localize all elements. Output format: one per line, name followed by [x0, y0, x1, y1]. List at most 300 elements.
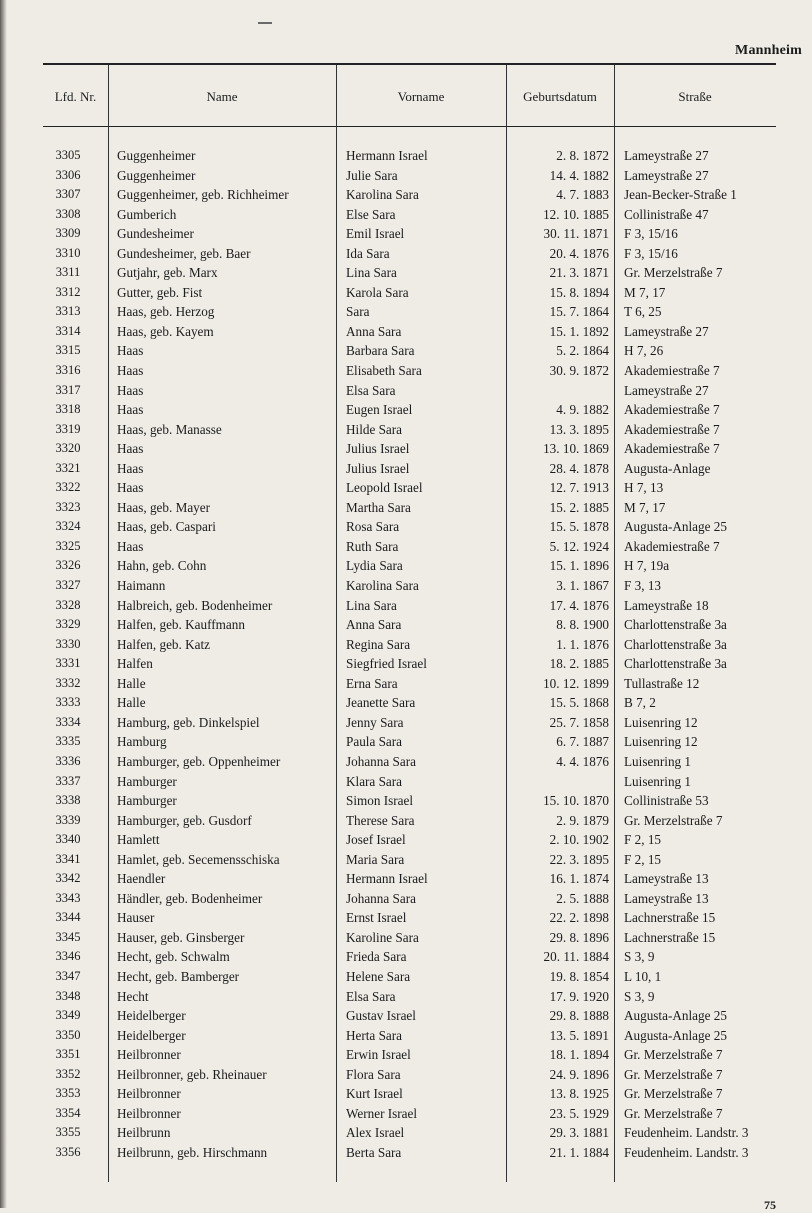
cell-geburtsdatum: 29. 8. 1896 — [549, 929, 609, 945]
cell-name: Heilbronner — [117, 1105, 181, 1121]
cell-lfd-nr: 3316 — [55, 363, 81, 378]
cell-name: Hauser — [117, 910, 155, 926]
cell-geburtsdatum: 12. 7. 1913 — [549, 480, 609, 496]
cell-geburtsdatum: 30. 9. 1872 — [549, 363, 609, 379]
table-row — [0, 1084, 812, 1104]
cell-geburtsdatum: 17. 4. 1876 — [549, 597, 609, 613]
cell-name: Haas — [117, 363, 144, 379]
cell-vorname: Jenny Sara — [346, 714, 404, 730]
table-row — [0, 791, 812, 811]
cell-vorname: Siegfried Israel — [346, 656, 427, 672]
cell-lfd-nr: 3343 — [55, 890, 81, 905]
cell-vorname: Emil Israel — [346, 226, 405, 242]
cell-geburtsdatum: 24. 9. 1896 — [549, 1066, 609, 1082]
cell-name: Hamburger, geb. Oppenheimer — [117, 753, 281, 769]
cell-geburtsdatum: 28. 4. 1878 — [549, 460, 609, 476]
table-row — [0, 556, 812, 576]
cell-vorname: Martha Sara — [346, 499, 411, 515]
table-row — [0, 693, 812, 713]
cell-strasse: H 7, 26 — [624, 343, 664, 359]
cell-vorname: Ernst Israel — [346, 910, 407, 926]
cell-vorname: Regina Sara — [346, 636, 411, 652]
cell-strasse: F 2, 15 — [624, 832, 662, 848]
cell-strasse: Lameystraße 27 — [624, 167, 709, 183]
cell-vorname: Julius Israel — [346, 460, 410, 476]
cell-lfd-nr: 3347 — [55, 968, 81, 983]
cell-name: Hecht, geb. Bamberger — [117, 968, 240, 984]
cell-lfd-nr: 3355 — [55, 1125, 81, 1140]
table-row — [0, 478, 812, 498]
cell-vorname: Leopold Israel — [346, 480, 423, 496]
cell-geburtsdatum: 4. 9. 1882 — [556, 402, 609, 418]
cell-lfd-nr: 3318 — [55, 402, 81, 417]
cell-geburtsdatum: 8. 8. 1900 — [556, 617, 609, 633]
cell-strasse: M 7, 17 — [624, 499, 666, 515]
table-row — [0, 224, 812, 244]
cell-geburtsdatum: 21. 3. 1871 — [549, 265, 609, 281]
cell-geburtsdatum: 2. 10. 1902 — [549, 832, 609, 848]
cell-vorname: Hermann Israel — [346, 148, 428, 163]
column-header-strasse: Straße — [678, 89, 712, 104]
table-row — [0, 498, 812, 518]
cell-strasse: Gr. Merzelstraße 7 — [624, 1105, 723, 1121]
cell-name: Heilbrunn, geb. Hirschmann — [117, 1144, 268, 1160]
cell-vorname: Klara Sara — [346, 773, 403, 789]
cell-geburtsdatum: 25. 7. 1858 — [549, 714, 609, 730]
cell-geburtsdatum: 22. 3. 1895 — [549, 851, 609, 867]
cell-lfd-nr: 3306 — [55, 167, 81, 182]
table-row — [0, 811, 812, 831]
cell-name: Hamlett — [117, 832, 160, 848]
cell-lfd-nr: 3341 — [55, 851, 81, 866]
table-row — [0, 987, 812, 1007]
table-row — [0, 459, 812, 479]
cell-vorname: Hermann Israel — [346, 871, 428, 887]
cell-name: Haas, geb. Caspari — [117, 519, 216, 535]
cell-vorname: Karoline Sara — [346, 929, 419, 945]
cell-lfd-nr: 3322 — [55, 480, 81, 495]
cell-geburtsdatum: 23. 5. 1929 — [549, 1105, 609, 1121]
cell-name: Haas — [117, 460, 144, 476]
table-row — [0, 166, 812, 186]
cell-strasse: Luisenring 12 — [624, 714, 698, 730]
cell-vorname: Hilde Sara — [346, 421, 403, 437]
cell-lfd-nr: 3305 — [55, 148, 81, 162]
cell-name: Guggenheimer, geb. Richheimer — [117, 187, 289, 203]
table-row — [0, 439, 812, 459]
cell-vorname: Rosa Sara — [346, 519, 400, 535]
cell-vorname: Helene Sara — [346, 968, 411, 984]
cell-vorname: Erna Sara — [346, 675, 398, 691]
cell-name: Hamburger — [117, 773, 177, 789]
cell-lfd-nr: 3350 — [55, 1027, 81, 1042]
cell-strasse: Augusta-Anlage 25 — [624, 1027, 727, 1043]
cell-vorname: Karolina Sara — [346, 578, 419, 594]
cell-lfd-nr: 3321 — [55, 460, 81, 475]
cell-name: Guggenheimer — [117, 148, 196, 163]
table-row — [0, 830, 812, 850]
cell-name: Haas — [117, 480, 144, 496]
cell-name: Heilbronner, geb. Rheinauer — [117, 1066, 267, 1082]
cell-name: Haas — [117, 382, 144, 398]
cell-geburtsdatum: 3. 1. 1867 — [556, 578, 609, 594]
table-row — [0, 908, 812, 928]
cell-lfd-nr: 3348 — [55, 988, 81, 1003]
table-row — [0, 732, 812, 752]
cell-name: Haas, geb. Herzog — [117, 304, 215, 320]
table-row — [0, 185, 812, 205]
cell-strasse: B 7, 2 — [624, 695, 656, 711]
cell-lfd-nr: 3319 — [55, 421, 81, 436]
cell-name: Hamburger — [117, 793, 177, 809]
cell-strasse: Akademiestraße 7 — [624, 402, 720, 418]
cell-name: Halfen — [117, 656, 153, 672]
cell-lfd-nr: 3354 — [55, 1105, 81, 1120]
cell-vorname: Alex Israel — [346, 1125, 405, 1141]
cell-lfd-nr: 3330 — [55, 636, 81, 651]
cell-strasse: S 3, 9 — [624, 988, 655, 1004]
cell-strasse: S 3, 9 — [624, 949, 655, 965]
cell-strasse: Akademiestraße 7 — [624, 441, 720, 457]
cell-strasse: Lameystraße 27 — [624, 148, 709, 163]
table-row — [0, 517, 812, 537]
cell-strasse: Collinistraße 47 — [624, 206, 709, 222]
cell-strasse: Luisenring 1 — [624, 753, 692, 769]
cell-geburtsdatum: 15. 5. 1878 — [549, 519, 609, 535]
cell-name: Haas — [117, 343, 144, 359]
table-row — [0, 889, 812, 909]
cell-geburtsdatum: 29. 3. 1881 — [549, 1125, 609, 1141]
cell-lfd-nr: 3340 — [55, 832, 81, 847]
cell-vorname: Karola Sara — [346, 284, 409, 300]
cell-strasse: Luisenring 12 — [624, 734, 698, 750]
cell-name: Hamburg — [117, 734, 167, 750]
table-row — [0, 263, 812, 283]
cell-strasse: F 2, 15 — [624, 851, 662, 867]
cell-vorname: Flora Sara — [346, 1066, 401, 1082]
cell-vorname: Ruth Sara — [346, 538, 399, 554]
table-row — [0, 596, 812, 616]
cell-geburtsdatum: 20. 11. 1884 — [543, 949, 609, 965]
cell-name: Gundesheimer — [117, 226, 194, 242]
cell-geburtsdatum: 19. 8. 1854 — [549, 968, 609, 984]
table-row — [0, 322, 812, 342]
cell-geburtsdatum: 13. 5. 1891 — [549, 1027, 609, 1043]
cell-lfd-nr: 3333 — [55, 695, 81, 710]
cell-geburtsdatum: 18. 2. 1885 — [549, 656, 609, 672]
cell-strasse: Luisenring 1 — [624, 773, 692, 789]
cell-name: Heilbronner — [117, 1047, 181, 1063]
table-row — [0, 283, 812, 303]
cell-lfd-nr: 3342 — [55, 871, 81, 886]
cell-lfd-nr: 3326 — [55, 558, 81, 573]
cell-strasse: F 3, 15/16 — [624, 226, 678, 242]
table-row — [0, 752, 812, 772]
cell-geburtsdatum: 1. 1. 1876 — [556, 636, 609, 652]
table-row — [0, 537, 812, 557]
cell-geburtsdatum: 13. 10. 1869 — [543, 441, 609, 457]
table-row — [0, 1143, 812, 1163]
cell-lfd-nr: 3308 — [55, 206, 81, 221]
table-row — [0, 850, 812, 870]
table-row — [0, 654, 812, 674]
cell-name: Halfen, geb. Katz — [117, 636, 211, 652]
cell-name: Halfen, geb. Kauffmann — [117, 617, 245, 633]
cell-geburtsdatum: 14. 4. 1882 — [549, 167, 609, 183]
cell-vorname: Jeanette Sara — [346, 695, 416, 711]
cell-vorname: Kurt Israel — [346, 1086, 403, 1102]
cell-vorname: Erwin Israel — [346, 1047, 411, 1063]
cell-geburtsdatum: 13. 3. 1895 — [549, 421, 609, 437]
cell-name: Hauser, geb. Ginsberger — [117, 929, 245, 945]
table-top-rule — [43, 63, 776, 65]
cell-vorname: Julius Israel — [346, 441, 410, 457]
table-row — [0, 302, 812, 322]
cell-name: Heilbronner — [117, 1086, 181, 1102]
cell-vorname: Elsa Sara — [346, 988, 396, 1004]
cell-strasse: Charlottenstraße 3a — [624, 636, 727, 652]
table-row — [0, 576, 812, 596]
cell-lfd-nr: 3310 — [55, 245, 81, 260]
cell-vorname: Else Sara — [346, 206, 396, 222]
cell-vorname: Paula Sara — [346, 734, 403, 750]
cell-lfd-nr: 3337 — [55, 773, 81, 788]
cell-lfd-nr: 3309 — [55, 226, 81, 241]
cell-lfd-nr: 3353 — [55, 1086, 81, 1101]
cell-lfd-nr: 3335 — [55, 734, 81, 749]
cell-name: Gumberich — [117, 206, 177, 222]
table-row — [0, 674, 812, 694]
table-row — [0, 772, 812, 792]
cell-lfd-nr: 3320 — [55, 441, 81, 456]
cell-name: Haimann — [117, 578, 166, 594]
cell-vorname: Johanna Sara — [346, 753, 416, 769]
cell-strasse: Lameystraße 27 — [624, 382, 709, 398]
cell-name: Gutter, geb. Fist — [117, 284, 203, 300]
cell-lfd-nr: 3349 — [55, 1008, 81, 1023]
cell-strasse: Feudenheim. Landstr. 3 — [624, 1144, 749, 1160]
cell-vorname: Frieda Sara — [346, 949, 407, 965]
cell-geburtsdatum: 16. 1. 1874 — [549, 871, 609, 887]
cell-vorname: Elisabeth Sara — [346, 363, 422, 379]
cell-lfd-nr: 3313 — [55, 304, 81, 319]
table-row — [0, 947, 812, 967]
cell-strasse: Akademiestraße 7 — [624, 538, 720, 554]
cell-vorname: Berta Sara — [346, 1144, 402, 1160]
cell-vorname: Sara — [346, 304, 370, 320]
cell-vorname: Simon Israel — [346, 793, 414, 809]
cell-geburtsdatum: 2. 8. 1872 — [556, 148, 609, 163]
cell-strasse: Lameystraße 27 — [624, 323, 709, 339]
cell-strasse: L 10, 1 — [624, 968, 662, 984]
cell-geburtsdatum: 15. 1. 1892 — [549, 323, 609, 339]
cell-name: Halle — [117, 695, 146, 711]
cell-strasse: Akademiestraße 7 — [624, 421, 720, 437]
cell-lfd-nr: 3327 — [55, 578, 81, 593]
cell-name: Haas — [117, 538, 144, 554]
cell-vorname: Ida Sara — [346, 245, 390, 261]
cell-strasse: M 7, 17 — [624, 284, 666, 300]
cell-name: Gutjahr, geb. Marx — [117, 265, 218, 281]
cell-geburtsdatum: 15. 2. 1885 — [549, 499, 609, 515]
cell-name: Haas, geb. Mayer — [117, 499, 211, 515]
cell-strasse: Charlottenstraße 3a — [624, 617, 727, 633]
cell-strasse: H 7, 19a — [624, 558, 670, 574]
cell-geburtsdatum: 6. 7. 1887 — [556, 734, 609, 750]
cell-lfd-nr: 3339 — [55, 812, 81, 827]
table-row — [0, 146, 812, 166]
cell-strasse: F 3, 15/16 — [624, 245, 678, 261]
cell-geburtsdatum: 18. 1. 1894 — [549, 1047, 609, 1063]
cell-geburtsdatum: 15. 1. 1896 — [549, 558, 609, 574]
table-row — [0, 1026, 812, 1046]
cell-lfd-nr: 3344 — [55, 910, 81, 925]
cell-name: Haas — [117, 441, 144, 457]
page-number: 75 — [764, 1198, 776, 1212]
cell-lfd-nr: 3315 — [55, 343, 81, 358]
cell-geburtsdatum: 5. 12. 1924 — [549, 538, 609, 554]
cell-vorname: Josef Israel — [346, 832, 406, 848]
table-row — [0, 420, 812, 440]
cell-geburtsdatum: 2. 9. 1879 — [556, 812, 609, 828]
column-header-vorname: Vorname — [397, 89, 445, 104]
table-row — [0, 1123, 812, 1143]
column-header-name: Name — [206, 89, 238, 104]
cell-name: Haas, geb. Manasse — [117, 421, 222, 437]
cell-strasse: Augusta-Anlage — [624, 460, 711, 476]
cell-name: Hecht — [117, 988, 149, 1004]
cell-geburtsdatum: 15. 8. 1894 — [549, 284, 609, 300]
cell-strasse: Feudenheim. Landstr. 3 — [624, 1125, 749, 1141]
cell-vorname: Herta Sara — [346, 1027, 403, 1043]
table-row — [0, 381, 812, 401]
cell-vorname: Karolina Sara — [346, 187, 419, 203]
table-row — [0, 1065, 812, 1085]
cell-strasse: Gr. Merzelstraße 7 — [624, 1066, 723, 1082]
cell-geburtsdatum: 30. 11. 1871 — [543, 226, 609, 242]
cell-vorname: Elsa Sara — [346, 382, 396, 398]
page-header-city: Mannheim — [735, 43, 802, 58]
cell-geburtsdatum: 15. 5. 1868 — [549, 695, 609, 711]
cell-strasse: Tullastraße 12 — [624, 675, 700, 691]
cell-geburtsdatum: 17. 9. 1920 — [549, 988, 609, 1004]
table-row — [0, 400, 812, 420]
cell-vorname: Lina Sara — [346, 265, 397, 281]
cell-vorname: Werner Israel — [346, 1105, 418, 1121]
table-row — [0, 869, 812, 889]
cell-strasse: Lameystraße 18 — [624, 597, 709, 613]
cell-lfd-nr: 3311 — [55, 265, 81, 280]
cell-lfd-nr: 3307 — [55, 187, 81, 202]
cell-strasse: Charlottenstraße 3a — [624, 656, 727, 672]
cell-vorname: Anna Sara — [346, 617, 402, 633]
cell-name: Heidelberger — [117, 1008, 186, 1024]
cell-lfd-nr: 3325 — [55, 538, 81, 553]
cell-lfd-nr: 3329 — [55, 617, 81, 632]
cell-geburtsdatum: 20. 4. 1876 — [549, 245, 609, 261]
cell-strasse: F 3, 13 — [624, 578, 662, 594]
cell-name: Hamburg, geb. Dinkelspiel — [117, 714, 260, 730]
cell-name: Heilbrunn — [117, 1125, 171, 1141]
cell-strasse: Gr. Merzelstraße 7 — [624, 1086, 723, 1102]
cell-lfd-nr: 3346 — [55, 949, 81, 964]
cell-lfd-nr: 3323 — [55, 499, 81, 514]
table-row — [0, 928, 812, 948]
cell-name: Hecht, geb. Schwalm — [117, 949, 230, 965]
cell-geburtsdatum: 10. 12. 1899 — [543, 675, 609, 691]
table-row — [0, 244, 812, 264]
cell-lfd-nr: 3351 — [55, 1047, 81, 1062]
cell-geburtsdatum: 4. 7. 1883 — [556, 187, 609, 203]
cell-name: Halbreich, geb. Bodenheimer — [117, 597, 273, 613]
table-row — [0, 615, 812, 635]
cell-geburtsdatum: 2. 5. 1888 — [556, 890, 609, 906]
cell-name: Haendler — [117, 871, 166, 887]
cell-name: Hamlet, geb. Secemensschiska — [117, 851, 280, 867]
table-row — [0, 205, 812, 225]
cell-geburtsdatum: 13. 8. 1925 — [549, 1086, 609, 1102]
cell-name: Heidelberger — [117, 1027, 186, 1043]
cell-vorname: Julie Sara — [346, 167, 398, 183]
table-row — [0, 341, 812, 361]
cell-vorname: Maria Sara — [346, 851, 405, 867]
cell-strasse: Gr. Merzelstraße 7 — [624, 265, 723, 281]
cell-lfd-nr: 3352 — [55, 1066, 81, 1081]
cell-geburtsdatum: 12. 10. 1885 — [543, 206, 609, 222]
cell-name: Guggenheimer — [117, 167, 196, 183]
cell-strasse: Collinistraße 53 — [624, 793, 709, 809]
cell-vorname: Anna Sara — [346, 323, 402, 339]
cell-name: Hahn, geb. Cohn — [117, 558, 207, 574]
cell-strasse: T 6, 25 — [624, 304, 662, 320]
cell-strasse: Lachnerstraße 15 — [624, 929, 716, 945]
table-row — [0, 635, 812, 655]
cell-name: Händler, geb. Bodenheimer — [117, 890, 263, 906]
cell-strasse: Lameystraße 13 — [624, 871, 709, 887]
table-row — [0, 1045, 812, 1065]
cell-lfd-nr: 3338 — [55, 793, 81, 808]
cell-lfd-nr: 3336 — [55, 753, 81, 768]
table-header-rule — [43, 126, 776, 127]
table-row — [0, 361, 812, 381]
cell-lfd-nr: 3331 — [55, 656, 81, 671]
cell-vorname: Lina Sara — [346, 597, 397, 613]
cell-geburtsdatum: 15. 10. 1870 — [543, 793, 609, 809]
cell-lfd-nr: 3317 — [55, 382, 81, 397]
table-row — [0, 1006, 812, 1026]
cell-strasse: Lachnerstraße 15 — [624, 910, 716, 926]
cell-vorname: Eugen Israel — [346, 402, 413, 418]
cell-strasse: Augusta-Anlage 25 — [624, 1008, 727, 1024]
cell-lfd-nr: 3312 — [55, 284, 81, 299]
column-header-geburtsdatum: Geburtsdatum — [523, 89, 597, 104]
cell-geburtsdatum: 21. 1. 1884 — [549, 1144, 609, 1160]
cell-strasse: Lameystraße 13 — [624, 890, 709, 906]
cell-vorname: Therese Sara — [346, 812, 415, 828]
cell-lfd-nr: 3332 — [55, 675, 81, 690]
cell-name: Gundesheimer, geb. Baer — [117, 245, 251, 261]
cell-lfd-nr: 3314 — [55, 323, 81, 338]
cell-strasse: Gr. Merzelstraße 7 — [624, 1047, 723, 1063]
cell-vorname: Johanna Sara — [346, 890, 416, 906]
cell-geburtsdatum: 15. 7. 1864 — [549, 304, 609, 320]
table-row — [0, 1104, 812, 1124]
cell-geburtsdatum: 4. 4. 1876 — [556, 753, 609, 769]
cell-strasse: Gr. Merzelstraße 7 — [624, 812, 723, 828]
cell-name: Hamburger, geb. Gusdorf — [117, 812, 252, 828]
cell-strasse: H 7, 13 — [624, 480, 664, 496]
cell-geburtsdatum: 5. 2. 1864 — [556, 343, 609, 359]
